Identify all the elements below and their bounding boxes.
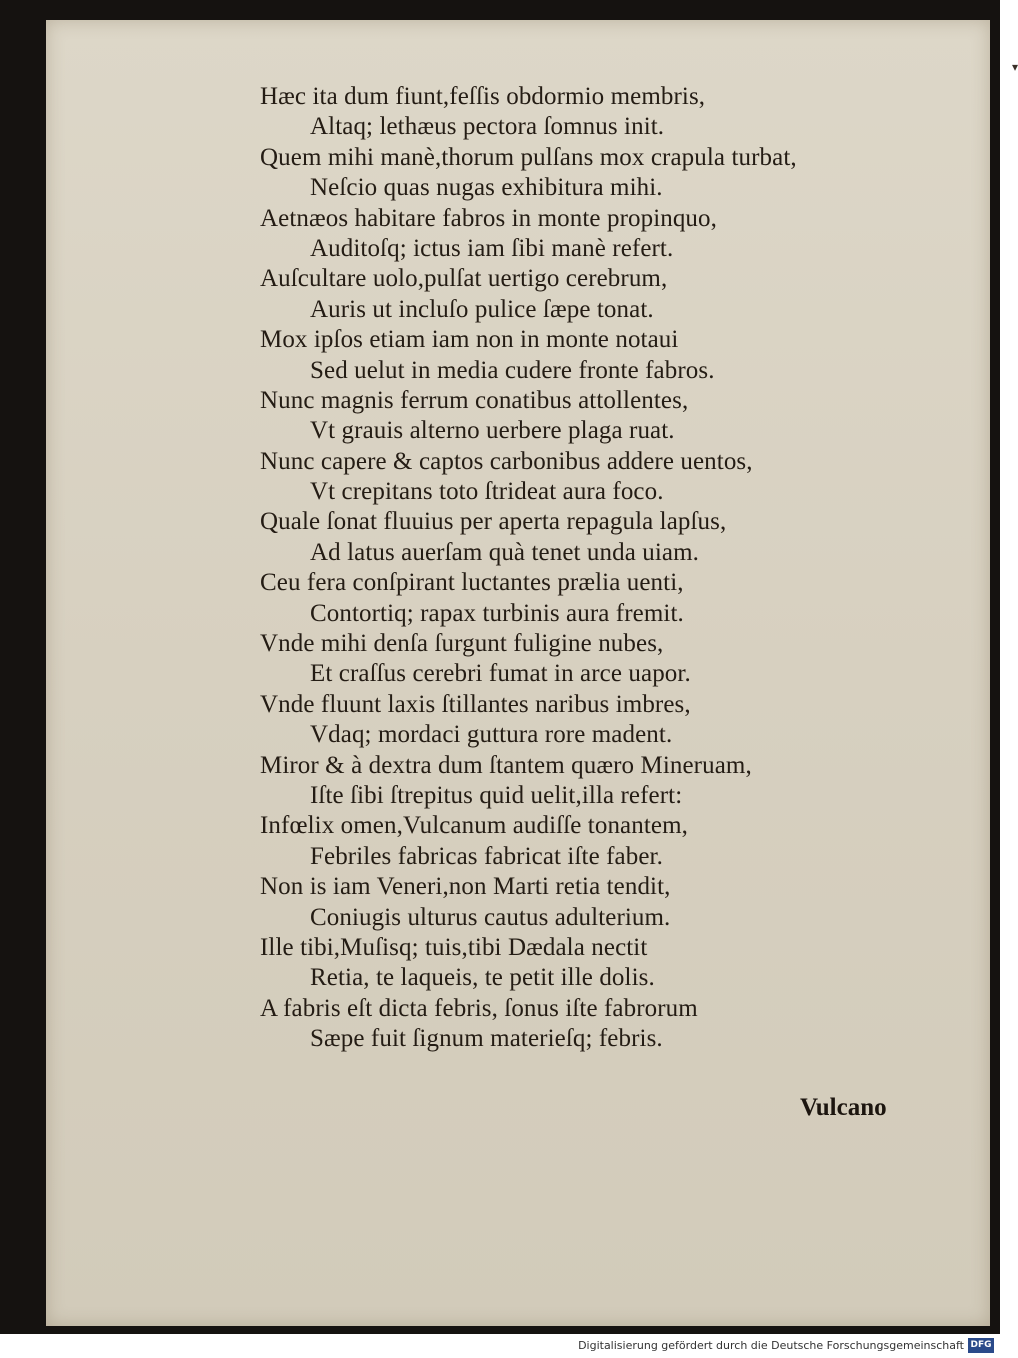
poem-line: Vt grauis alterno uerbere plaga ruat. (310, 417, 675, 445)
catchword: Vulcano (800, 1094, 887, 1121)
poem-line: Quem mihi manè,thorum pulſans mox crapula turbat, (260, 143, 797, 171)
poem-line: Ad latus auerſam quà tenet unda uiam. (310, 538, 699, 566)
funding-credit: Digitalisierung gefördert durch die Deutsche Forschungsgemeinschaft (578, 1339, 964, 1352)
poem-text (260, 82, 940, 1055)
poem-line: Coniugis ulturus cautus adulterium. (310, 903, 671, 931)
poem-line: Vdaq; mordaci guttura rore madent. (310, 721, 673, 749)
poem-line: Nunc capere & captos carbonibus addere uentos, (260, 447, 753, 475)
poem-line: Altaq; lethæus pectora ſomnus init. (310, 113, 665, 141)
poem-line: Vt crepitans toto ſtrideat aura foco. (310, 478, 664, 506)
poem-line: Ceu fera conſpirant luctantes prælia uenti, (260, 569, 684, 597)
poem-line: Sæpe fuit ſignum materieſq; febris. (310, 1025, 663, 1053)
poem-line: Vnde fluunt laxis ſtillantes naribus imbres, (260, 690, 691, 718)
poem-line: Non is iam Veneri,non Marti retia tendit, (260, 873, 671, 901)
poem-line: Iſte ſibi ſtrepitus quid uelit,illa refert: (310, 781, 683, 809)
poem-line: Sed uelut in media cudere fronte fabros. (310, 356, 715, 384)
dfg-logo-icon: DFG (968, 1338, 994, 1353)
page-corner-mark: ▾ (1012, 60, 1018, 74)
poem-line: Contortiq; rapax turbinis aura fremit. (310, 599, 684, 627)
poem-line: Auditoſq; ictus iam ſibi manè refert. (310, 234, 674, 262)
poem-line: Ille tibi,Muſisq; tuis,tibi Dædala nectit (260, 933, 648, 961)
poem-line: Mox ipſos etiam iam non in monte notaui (260, 326, 679, 354)
poem-line: Neſcio quas nugas exhibitura mihi. (310, 174, 663, 202)
digitization-footer (0, 1334, 1000, 1358)
poem-line: Febriles fabricas fabricat iſte faber. (310, 842, 663, 870)
poem-line: Hæc ita dum fiunt,feſſis obdormio membris, (260, 83, 706, 110)
poem-line: A fabris eſt dicta febris, ſonus iſte fabrorum (260, 994, 698, 1022)
poem-line: Infœlix omen,Vulcanum audiſſe tonantem, (260, 812, 688, 840)
poem-line: Auris ut incluſo pulice ſæpe tonat. (310, 295, 654, 323)
poem-line: Aetnæos habitare fabros in monte propinquo, (260, 204, 717, 232)
poem-line: Retia, te laqueis, te petit ille dolis. (310, 964, 655, 992)
poem-line: Auſcultare uolo,pulſat uertigo cerebrum, (260, 265, 668, 293)
poem-line: Quale ſonat fluuius per aperta repagula lapſus, (260, 508, 727, 536)
poem-line: Vnde mihi denſa ſurgunt fuligine nubes, (260, 630, 664, 658)
poem-line: Nunc magnis ferrum conatibus attollentes, (260, 386, 689, 414)
poem-line: Miror & à dextra dum ſtantem quæro Mineruam, (260, 751, 752, 779)
poem-line: Et craſſus cerebri fumat in arce uapor. (310, 660, 691, 688)
